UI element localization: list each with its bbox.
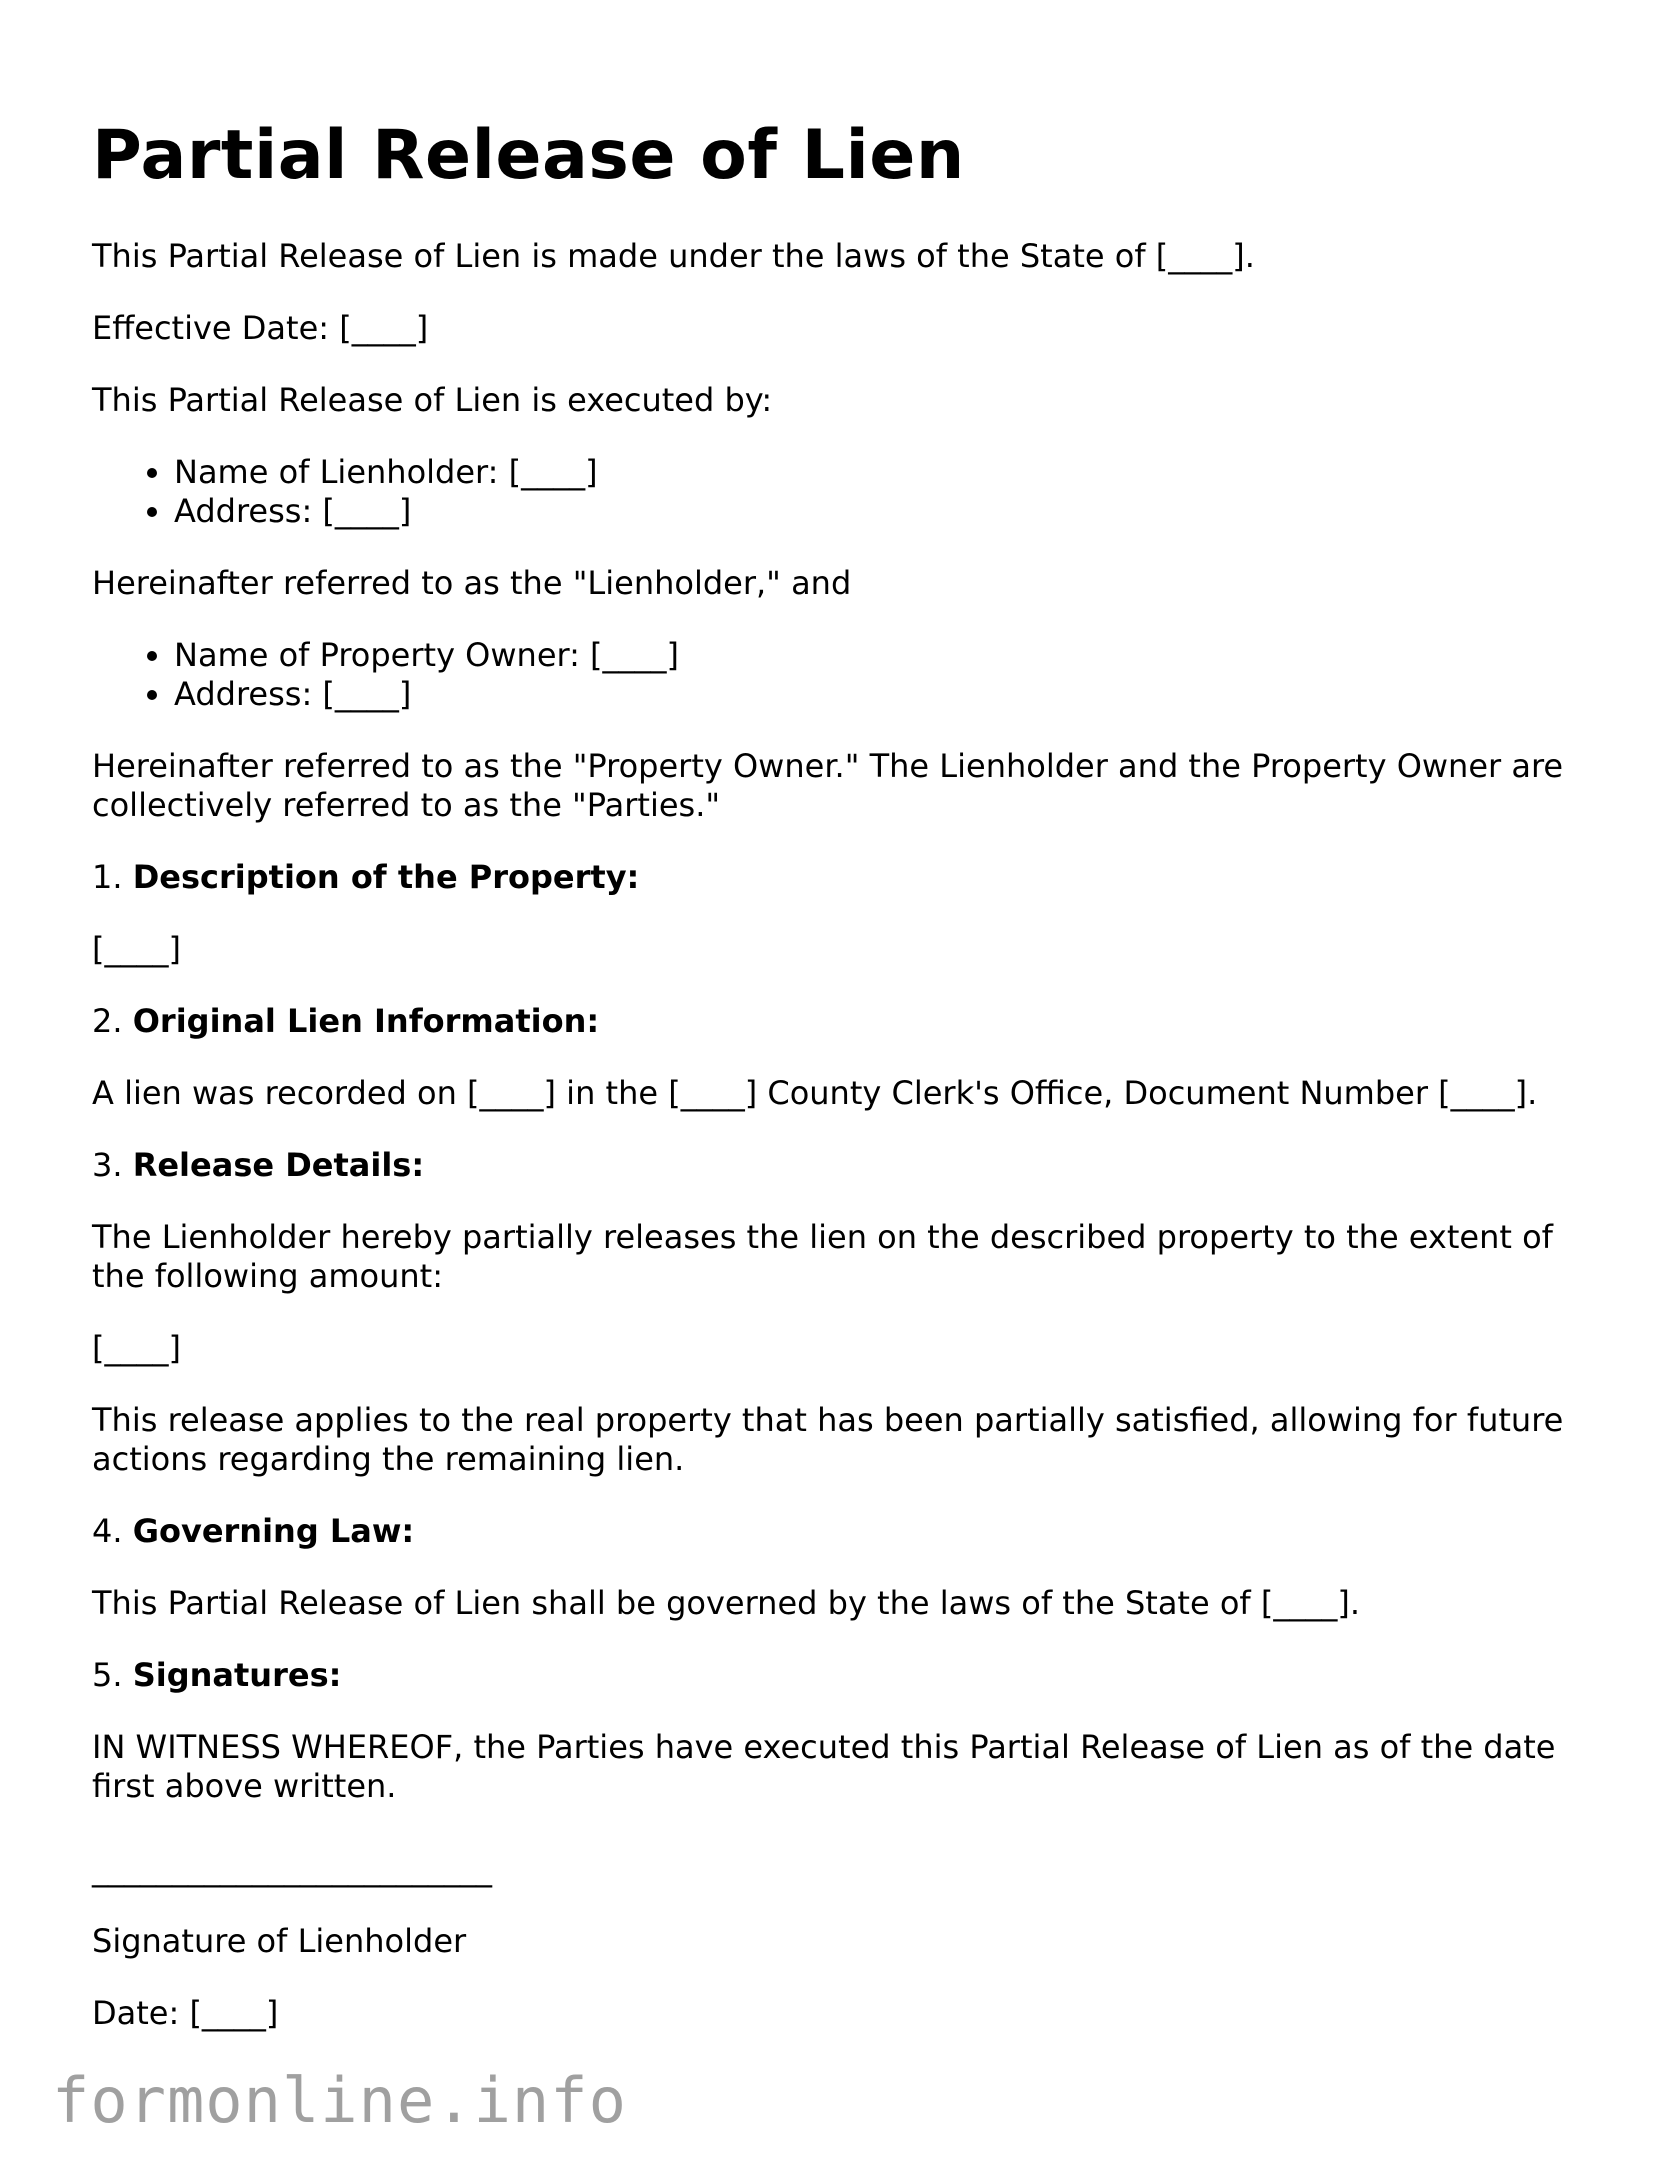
owner-reference: Hereinafter referred to as the "Property Owner." The Lienholder and the Property Owner are collectively referred to as the "Parties." — [92, 746, 1564, 824]
release-amount: [____] — [92, 1328, 181, 1367]
watermark: formonline.info — [52, 2064, 627, 2137]
property-description: [____] — [92, 929, 181, 968]
lienholder-list — [92, 453, 1592, 531]
lienholder-address-field: • Address: [____] — [174, 492, 1592, 531]
owner-name-field: • Name of Property Owner: [____] — [174, 636, 1592, 675]
section-heading-2 — [92, 1002, 1592, 1041]
section-number: 4. — [92, 1511, 123, 1550]
effective-date: Effective Date: [____] — [92, 308, 429, 347]
governing-law: This Partial Release of Lien shall be governed by the laws of the State of [____]. — [92, 1583, 1360, 1622]
document-title: Partial Release of Lien — [92, 116, 965, 195]
release-applies: This release applies to the real property that has been partially satisfied, allowing for future actions regarding the remaining lien. — [92, 1400, 1564, 1478]
executed-by: This Partial Release of Lien is executed by: — [92, 380, 773, 419]
section-number: 5. — [92, 1655, 123, 1694]
section-number: 3. — [92, 1145, 123, 1184]
lienholder-reference: Hereinafter referred to as the "Lienholder," and — [92, 563, 852, 602]
signature-label: Signature of Lienholder — [92, 1921, 467, 1960]
lien-info: A lien was recorded on [____] in the [____] County Clerk's Office, Document Number [____]. — [92, 1073, 1538, 1112]
section-number: 1. — [92, 857, 123, 896]
section-title: Release Details: — [132, 1145, 425, 1184]
section-number: 2. — [92, 1001, 123, 1040]
section-title: Description of the Property: — [132, 857, 640, 896]
lienholder-name-field: • Name of Lienholder: [____] — [174, 453, 1592, 492]
owner-address-field: • Address: [____] — [174, 675, 1592, 714]
signature-date: Date: [____] — [92, 1993, 279, 2032]
section-title: Signatures: — [132, 1655, 342, 1694]
section-heading-1 — [92, 858, 1592, 897]
section-title: Governing Law: — [132, 1511, 415, 1550]
signature-line: _________________________ — [92, 1849, 492, 1888]
witness-statement: IN WITNESS WHEREOF, the Parties have executed this Partial Release of Lien as of the date first above written. — [92, 1727, 1556, 1805]
intro-paragraph: This Partial Release of Lien is made under the laws of the State of [____]. — [92, 236, 1255, 275]
section-heading-5 — [92, 1656, 1592, 1695]
document-page — [92, 115, 1592, 2066]
section-heading-4 — [92, 1512, 1592, 1551]
section-title: Original Lien Information: — [132, 1001, 600, 1040]
section-heading-3 — [92, 1146, 1592, 1185]
release-text: The Lienholder hereby partially releases the lien on the described property to the extent of the following amount: — [92, 1217, 1553, 1295]
owner-list — [92, 636, 1592, 714]
